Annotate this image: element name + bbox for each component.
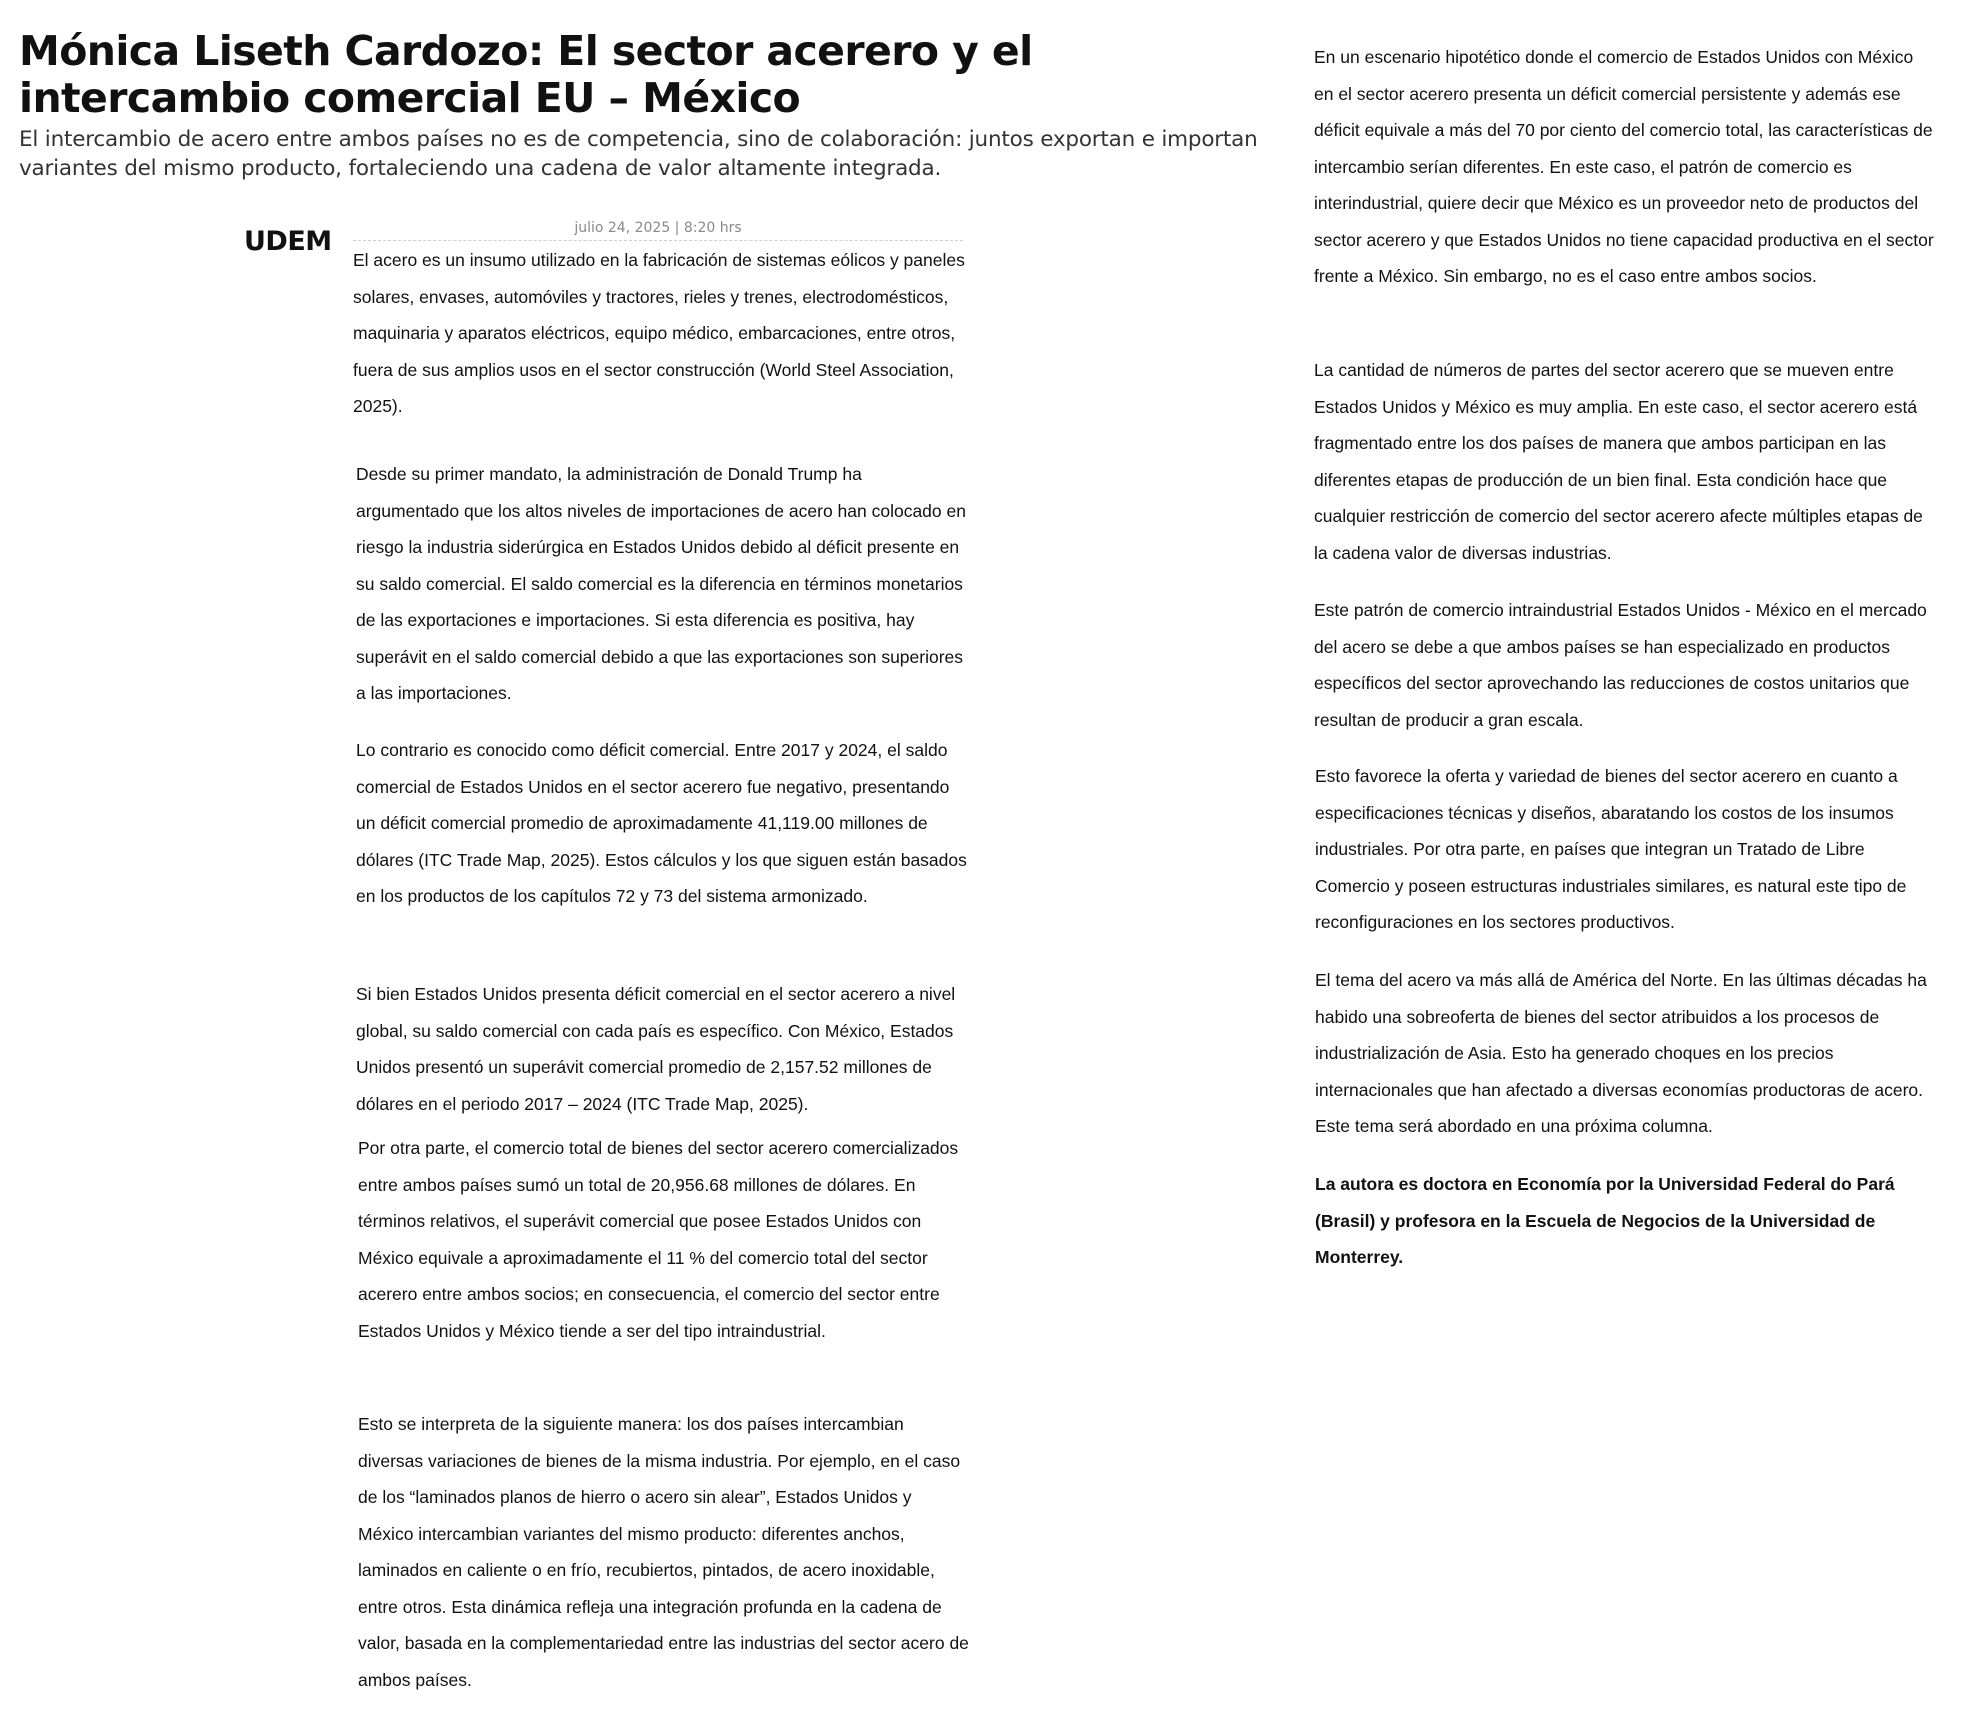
body-paragraph: Lo contrario es conocido como déficit comercial. Entre 2017 y 2024, el saldo comercial de Estados Unidos en el sector acerero fue negativo, presentando un déficit comercial promedio de aproximadamente 41,119.00 millones de dólares (ITC Trade Map, 2025). Estos cálculos y los que siguen están basados en los productos de los capítulos 72 y 73 del sistema armonizado. — [356, 740, 967, 906]
body-paragraph: Esto se interpreta de la siguiente manera: los dos países intercambian diversas variaciones de bienes de la misma industria. Por ejemplo, en el caso de los “laminados planos de hierro o acero sin alear”, Estados Unidos y México intercambian variantes del mismo producto: diferentes anchos, laminados en caliente o en frío, recubiertos, pintados, de acero inoxidable, entre otros. Esta dinámica refleja una integración profunda en la cadena de valor, basada en la complementariedad entre las industrias del sector acero de ambos países. — [358, 1414, 969, 1690]
body-paragraph: La cantidad de números de partes del sector acerero que se mueven entre Estados Unidos y México es muy amplia. En este caso, el sector acerero está fragmentado entre los dos países de manera que ambos participan en las diferentes etapas de producción de un bien final. Esta condición hace que cualquier restricción de comercio del sector acerero afecte múltiples etapas de la cadena valor de diversas industrias. — [1314, 360, 1923, 563]
body-paragraph: Desde su primer mandato, la administración de Donald Trump ha argumentado que los altos niveles de importaciones de acero han colocado en riesgo la industria siderúrgica en Estados Unidos debido al déficit presente en su saldo comercial. El saldo comercial es la diferencia en términos monetarios de las exportaciones e importaciones. Si esta diferencia es positiva, hay superávit en el saldo comercial debido a que las exportaciones son superiores a las importaciones. — [356, 464, 966, 703]
author-bio: La autora es doctora en Economía por la Universidad Federal do Pará (Brasil) y profesora en la Escuela de Negocios de la Universidad de Monterrey. — [1315, 1174, 1895, 1267]
source-logo: UDEM — [244, 226, 332, 257]
body-paragraph: Si bien Estados Unidos presenta déficit comercial en el sector acerero a nivel global, su saldo comercial con cada país es específico. Con México, Estados Unidos presentó un superávit comercial promedio de 2,157.52 millones de dólares en el periodo 2017 – 2024 (ITC Trade Map, 2025). — [356, 984, 956, 1114]
body-paragraph: En un escenario hipotético donde el comercio de Estados Unidos con México en el sector acerero presenta un déficit comercial persistente y además ese déficit equivale a más del 70 por ciento del comercio total, las características de intercambio serían diferentes. En este caso, el patrón de comercio es interindustrial, quiere decir que México es un proveedor neto de productos del sector acerero y que Estados Unidos no tiene capacidad productiva en el sector frente a México. Sin embargo, no es el caso entre ambos socios. — [1314, 47, 1934, 286]
publish-date: julio 24, 2025 | 8:20 hrs — [353, 218, 963, 241]
body-paragraph: El acero es un insumo utilizado en la fabricación de sistemas eólicos y paneles solares, envases, automóviles y tractores, rieles y trenes, electrodomésticos, maquinaria y aparatos eléctricos, equipo médico, embarcaciones, entre otros, fuera de sus amplios usos en el sector construcción (World Steel Association, 2025). — [353, 250, 965, 416]
body-paragraph: El tema del acero va más allá de América del Norte. En las últimas décadas ha habido una sobreoferta de bienes del sector atribuidos a los procesos de industrialización de Asia. Esto ha generado choques en los precios internacionales que han afectado a diversas economías productoras de acero. Este tema será abordado en una próxima columna. — [1315, 970, 1927, 1136]
body-paragraph: Esto favorece la oferta y variedad de bienes del sector acerero en cuanto a especificaciones técnicas y diseños, abaratando los costos de los insumos industriales. Por otra parte, en países que integran un Tratado de Libre Comercio y poseen estructuras industriales similares, es natural este tipo de reconfiguraciones en los sectores productivos. — [1315, 766, 1907, 932]
body-paragraph: Este patrón de comercio intraindustrial Estados Unidos - México en el mercado del acero se debe a que ambos países se han especializado en productos específicos del sector aprovechando las reducciones de costos unitarios que resultan de producir a gran escala. — [1314, 600, 1927, 730]
article-subtitle: El intercambio de acero entre ambos países no es de competencia, sino de colaboración: juntos exportan e importan variantes del mismo producto, fortaleciendo una cadena de valor altamente integrada. — [19, 127, 1258, 181]
article-title: Mónica Liseth Cardozo: El sector acerero y el intercambio comercial EU – México — [19, 27, 1033, 122]
body-paragraph: Por otra parte, el comercio total de bienes del sector acerero comercializados entre ambos países sumó un total de 20,956.68 millones de dólares. En términos relativos, el superávit comercial que posee Estados Unidos con México equivale a aproximadamente el 11 % del comercio total del sector acerero entre ambos socios; en consecuencia, el comercio del sector entre Estados Unidos y México tiende a ser del tipo intraindustrial. — [358, 1138, 959, 1341]
